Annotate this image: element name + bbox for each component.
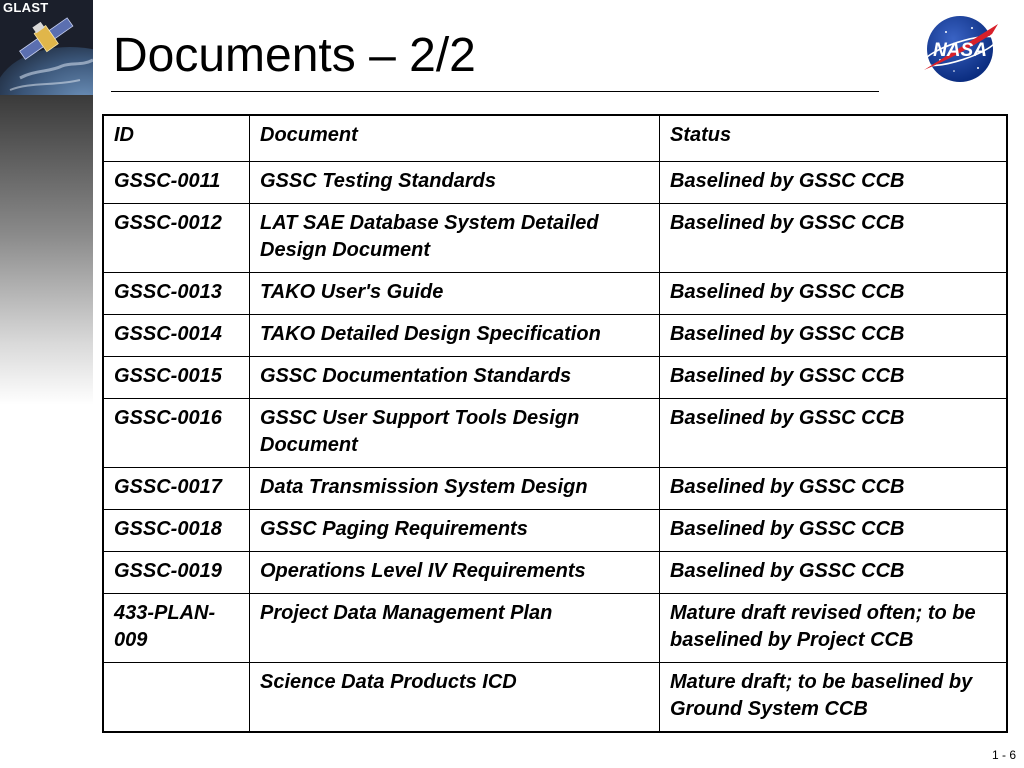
cell-document: GSSC User Support Tools Design Document [250, 399, 660, 468]
cell-id: GSSC-0019 [103, 552, 250, 594]
cell-document: TAKO Detailed Design Specification [250, 315, 660, 357]
cell-document: Project Data Management Plan [250, 594, 660, 663]
cell-document: Operations Level IV Requirements [250, 552, 660, 594]
cell-id: GSSC-0017 [103, 468, 250, 510]
cell-document: TAKO User's Guide [250, 273, 660, 315]
cell-id: GSSC-0014 [103, 315, 250, 357]
cell-status: Baselined by GSSC CCB [660, 468, 1008, 510]
table-row [103, 468, 1007, 510]
table-row [103, 273, 1007, 315]
table-row [103, 594, 1007, 663]
nasa-meatball-icon [918, 8, 1002, 90]
nasa-logo [918, 8, 1002, 90]
table-row [103, 315, 1007, 357]
cell-document: Science Data Products ICD [250, 663, 660, 733]
cell-status: Baselined by GSSC CCB [660, 273, 1008, 315]
table-row [103, 357, 1007, 399]
cell-status: Baselined by GSSC CCB [660, 315, 1008, 357]
glast-logo-text: GLAST [3, 0, 49, 15]
page-title: Documents – 2/2 [113, 29, 476, 82]
cell-status: Baselined by GSSC CCB [660, 204, 1008, 273]
cell-id: 433-PLAN-009 [103, 594, 250, 663]
table-row [103, 552, 1007, 594]
cell-id: GSSC-0016 [103, 399, 250, 468]
svg-text:NASA: NASA [933, 40, 987, 61]
cell-document: GSSC Testing Standards [250, 162, 660, 204]
header-cell-status: Status [660, 115, 1008, 162]
header-cell-document: Document [250, 115, 660, 162]
cell-document: LAT SAE Database System Detailed Design Document [250, 204, 660, 273]
cell-id: GSSC-0015 [103, 357, 250, 399]
cell-status: Baselined by GSSC CCB [660, 357, 1008, 399]
cell-status: Baselined by GSSC CCB [660, 552, 1008, 594]
header-cell-id: ID [103, 115, 250, 162]
glast-logo [0, 0, 93, 95]
cell-id: GSSC-0013 [103, 273, 250, 315]
cell-id [103, 663, 250, 733]
table-header-row [103, 115, 1007, 162]
cell-status: Mature draft; to be baselined by Ground System CCB [660, 663, 1008, 733]
title-underline [111, 91, 879, 92]
cell-id: GSSC-0012 [103, 204, 250, 273]
table-row [103, 663, 1007, 733]
cell-status: Mature draft revised often; to be baselined by Project CCB [660, 594, 1008, 663]
cell-status: Baselined by GSSC CCB [660, 162, 1008, 204]
cell-status: Baselined by GSSC CCB [660, 399, 1008, 468]
cell-document: GSSC Documentation Standards [250, 357, 660, 399]
cell-id: GSSC-0011 [103, 162, 250, 204]
cell-id: GSSC-0018 [103, 510, 250, 552]
page-number: 1 - 6 [991, 748, 1016, 762]
left-gradient-bar [0, 95, 93, 405]
table-row [103, 204, 1007, 273]
table-row [103, 399, 1007, 468]
cell-status: Baselined by GSSC CCB [660, 510, 1008, 552]
documents-table [102, 114, 1008, 733]
table-row [103, 162, 1007, 204]
table-row [103, 510, 1007, 552]
cell-document: GSSC Paging Requirements [250, 510, 660, 552]
cell-document: Data Transmission System Design [250, 468, 660, 510]
